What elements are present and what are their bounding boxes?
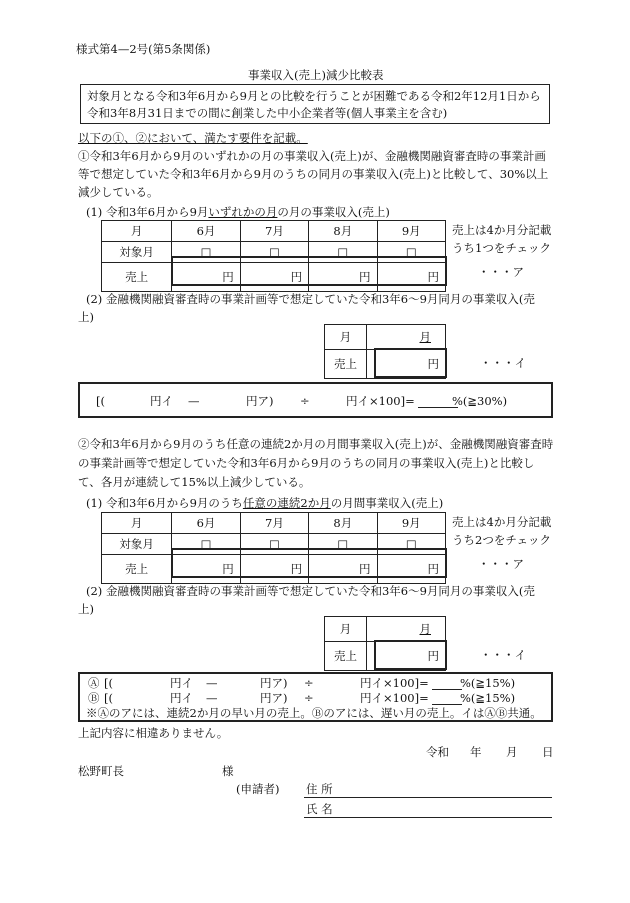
- date-year[interactable]: 年: [470, 745, 482, 759]
- section1-item1-underlined: いずれかの月: [208, 205, 278, 219]
- sales-field-7[interactable]: 円: [240, 263, 308, 292]
- section1-mark-i: ・・・イ: [480, 356, 526, 370]
- plan-month-label: 月: [325, 325, 367, 350]
- plan-month-field[interactable]: [367, 325, 446, 350]
- formula-yen-a: 円ア): [246, 394, 274, 408]
- checkbox-9[interactable]: □: [377, 242, 445, 263]
- formula-div: ÷: [300, 394, 310, 408]
- instruction: 以下の①、②において、満たす要件を記載。: [78, 131, 308, 145]
- date-month[interactable]: 月: [506, 745, 518, 759]
- section2-note-2: うち2つをチェック: [452, 533, 551, 547]
- formula-result: %(≧30%): [452, 394, 508, 408]
- plan-month-label: 月: [325, 617, 367, 642]
- applicant-address-label: 住 所: [306, 782, 333, 796]
- section2-item2-line-1: (2) 金融機関融資審査時の事業計画等で想定していた令和3年6〜9月同月の事業収入(売: [86, 584, 535, 598]
- section2-sales-table: [101, 512, 446, 584]
- month-6: 6月: [172, 221, 240, 242]
- notice-line-1: 対象月となる令和3年6月から9月との比較を行うことが困難である令和2年12月1日から: [87, 89, 541, 103]
- sales-field-9[interactable]: 円: [377, 555, 445, 584]
- formula-a-mark: Ⓐ: [88, 676, 100, 690]
- section1-item2-line-1: (2) 金融機関融資審査時の事業計画等で想定していた令和3年6〜9月同月の事業収入(売: [86, 292, 535, 306]
- formula-yen-i-100: 円イ×100]=: [346, 394, 415, 408]
- row-header-target: 対象月: [102, 534, 172, 555]
- addressee-name: 松野町長: [78, 764, 124, 778]
- checkbox-7[interactable]: □: [240, 242, 308, 263]
- section2-item2-line-2: 上): [78, 602, 94, 616]
- sales-field-6[interactable]: 円: [172, 263, 240, 292]
- section2-plan-table: [324, 616, 446, 671]
- checkbox-8[interactable]: □: [309, 534, 377, 555]
- section2-para-line-3: て、各月が連続して15%以上減少している。: [78, 475, 311, 489]
- checkbox-6[interactable]: □: [172, 242, 240, 263]
- plan-sales-field[interactable]: 円: [367, 350, 446, 379]
- formula-minus: —: [188, 394, 200, 408]
- month-9: 9月: [377, 513, 445, 534]
- plan-sales-label: 売上: [325, 350, 367, 379]
- plan-sales-field[interactable]: 円: [367, 642, 446, 671]
- month-8: 8月: [309, 221, 377, 242]
- formula-a-yen-i: 円イ: [170, 676, 193, 690]
- applicant-name-field[interactable]: [304, 817, 552, 818]
- section2-item1: [86, 496, 443, 510]
- formula-b-result-line[interactable]: [432, 704, 462, 705]
- sales-field-8[interactable]: 円: [309, 263, 377, 292]
- plan-sales-label: 売上: [325, 642, 367, 671]
- section1-mark-a: ・・・ア: [478, 265, 524, 279]
- formula-a-result: %(≧15%): [460, 676, 516, 690]
- section1-item2-line-2: 上): [78, 310, 94, 324]
- notice-box: [80, 84, 550, 124]
- confirmation: 上記内容に相違ありません。: [78, 726, 229, 740]
- formula-footnote: ※Ⓐのアには、連続2か月の早い月の売上。Ⓑのアには、遅い月の売上。イはⒶⒷ共通。: [86, 706, 542, 720]
- sales-field-6[interactable]: 円: [172, 555, 240, 584]
- formula-b-open: [(: [104, 691, 113, 705]
- checkbox-7[interactable]: □: [240, 534, 308, 555]
- sales-field-8[interactable]: 円: [309, 555, 377, 584]
- section1-item1-pre: (1) 令和3年6月から9月: [86, 205, 209, 219]
- month-7: 7月: [240, 513, 308, 534]
- section1-para-line-3: 減少している。: [78, 185, 159, 199]
- row-header-sales: 売上: [102, 555, 172, 584]
- form-number: 様式第4—2号(第5条関係): [76, 42, 211, 56]
- checkbox-8[interactable]: □: [309, 242, 377, 263]
- section1-plan-table: [324, 324, 446, 379]
- plan-month-field[interactable]: [367, 617, 446, 642]
- sales-field-7[interactable]: 円: [240, 555, 308, 584]
- formula-b-yen-a: 円ア): [260, 691, 288, 705]
- section2-para-line-1: ②令和3年6月から9月のうち任意の連続2か月の月間事業収入(売上)が、金融機関融資審査時: [78, 437, 554, 451]
- section2-item1-post: の月間事業収入(売上): [330, 496, 444, 510]
- month-8: 8月: [309, 513, 377, 534]
- section1-para-line-2: 等で想定していた令和3年6月から9月のうちの同月の事業収入(売上)と比較して、30%以上: [78, 167, 549, 181]
- section2-para-line-2: の事業計画等で想定していた令和3年6月から9月のうちの同月の事業収入(売上)と比較し: [78, 456, 535, 470]
- plan-month-unit: 月: [419, 622, 431, 636]
- formula-a-yen-a: 円ア): [260, 676, 288, 690]
- formula-b-yen-i-100: 円イ×100]=: [360, 691, 429, 705]
- formula-b-minus: —: [206, 691, 218, 705]
- applicant-address-field[interactable]: [304, 797, 552, 798]
- row-header-target: 対象月: [102, 242, 172, 263]
- section1-note-2: うち1つをチェック: [452, 241, 551, 255]
- section2-item1-pre: (1) 令和3年6月から9月のうち: [86, 496, 243, 510]
- row-header-sales: 売上: [102, 263, 172, 292]
- formula-a-minus: —: [206, 676, 218, 690]
- applicant-label: (申請者): [236, 782, 280, 796]
- month-7: 7月: [240, 221, 308, 242]
- month-6: 6月: [172, 513, 240, 534]
- section2-mark-i: ・・・イ: [480, 648, 526, 662]
- formula-b-mark: Ⓑ: [88, 691, 100, 705]
- col-header-month: 月: [102, 221, 172, 242]
- checkbox-9[interactable]: □: [377, 534, 445, 555]
- section1-para-line-1: ①令和3年6月から9月のいずれかの月の事業収入(売上)が、金融機関融資審査時の事業計画: [78, 149, 546, 163]
- section2-note-1: 売上は4か月分記載: [452, 515, 552, 529]
- section1-item1-post: の月の事業収入(売上): [277, 205, 390, 219]
- formula-b-div: ÷: [304, 691, 314, 705]
- formula-open: [(: [96, 394, 105, 408]
- checkbox-6[interactable]: □: [172, 534, 240, 555]
- formula-a-result-line[interactable]: [432, 689, 462, 690]
- month-9: 9月: [377, 221, 445, 242]
- formula-a-div: ÷: [304, 676, 314, 690]
- plan-month-unit: 月: [419, 330, 431, 344]
- section1-item1: [86, 205, 390, 219]
- date-day[interactable]: 日: [542, 745, 554, 759]
- col-header-month: 月: [102, 513, 172, 534]
- formula-yen-i: 円イ: [150, 394, 173, 408]
- addressee-sama: 様: [222, 764, 234, 778]
- formula-b-result: %(≧15%): [460, 691, 516, 705]
- section2-mark-a: ・・・ア: [478, 557, 524, 571]
- section1-note-1: 売上は4か月分記載: [452, 223, 552, 237]
- section1-sales-table: [101, 220, 446, 292]
- section2-item1-underlined: 任意の連続2か月: [242, 496, 331, 510]
- sales-field-9[interactable]: 円: [377, 263, 445, 292]
- page-title: 事業収入(売上)減少比較表: [248, 68, 384, 82]
- formula-b-yen-i: 円イ: [170, 691, 193, 705]
- formula-a-yen-i-100: 円イ×100]=: [360, 676, 429, 690]
- formula-a-open: [(: [104, 676, 113, 690]
- notice-line-2: 令和3年8月31日までの間に創業した中小企業者等(個人事業主を含む): [87, 106, 448, 120]
- date-era: 令和: [426, 745, 449, 759]
- section2-formula-box: [78, 672, 553, 722]
- applicant-name-label: 氏 名: [306, 802, 333, 816]
- section1-formula-box: [78, 382, 553, 418]
